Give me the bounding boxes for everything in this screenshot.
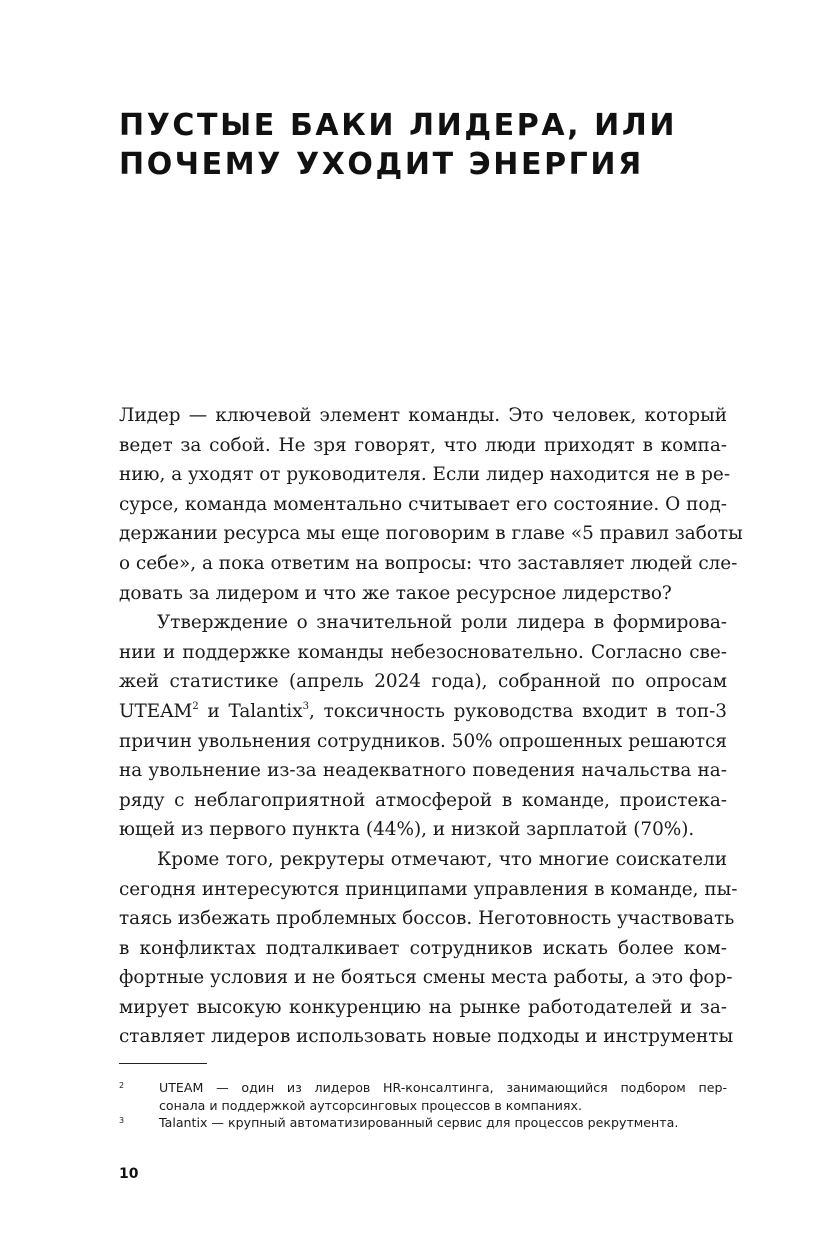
- text-line: таясь избежать проблемных боссов. Неготовность участвовать: [119, 908, 735, 930]
- footnote-ref[interactable]: 2: [192, 700, 199, 712]
- text-line: держании ресурса мы еще поговорим в главе «5 правил заботы: [119, 523, 743, 545]
- footnote-number: 3: [119, 1116, 125, 1125]
- text-fragment: UTEAM: [119, 700, 193, 722]
- chapter-title: [119, 106, 759, 184]
- chapter-title-line: ПОЧЕМУ УХОДИТ ЭНЕРГИЯ: [119, 147, 644, 182]
- footnote-line: UTEAM — один из лидеров HR-консалтинга, занимающийся подбором пер-: [159, 1080, 727, 1095]
- text-line: в конфликтах подталкивает сотрудников искать более ком-: [119, 937, 727, 959]
- body-text: [119, 401, 743, 1052]
- text-line: довать за лидером и что же такое ресурсное лидерство?: [119, 582, 672, 604]
- text-line: нии и поддержке команды небезосновательно. Согласно све-: [119, 641, 727, 663]
- text-line: ющей из первого пункта (44%), и низкой зарплатой (70%).: [119, 819, 695, 841]
- text-line: нию, а уходят от руководителя. Если лидер находится не в ре-: [119, 464, 731, 486]
- text-line: жей статистике (апрель 2024 года), собранной по опросам: [119, 671, 727, 693]
- text-line: фортные условия и не бояться смены места работы, а это фор-: [119, 967, 733, 989]
- text-line: Лидер — ключевой элемент команды. Это человек, который: [119, 405, 727, 426]
- footnote-line: сонала и поддержкой аутсорсинговых процессов в компаниях.: [159, 1097, 582, 1113]
- text-line: ведет за собой. Не зря говорят, что люди приходят в компа-: [119, 434, 727, 456]
- text-line-with-footnote-refs: [119, 697, 727, 727]
- text-line: ставляет лидеров использовать новые подходы и инструменты: [119, 1026, 734, 1048]
- text-line: причин увольнения сотрудников. 50% опрошенных решаются: [119, 730, 727, 752]
- footnote-2: [119, 1079, 727, 1114]
- footnotes: [119, 1079, 727, 1132]
- text-fragment: и Talantix: [198, 700, 303, 722]
- text-line: сурсе, команда моментально считывает его состояние. О под-: [119, 493, 727, 515]
- text-fragment: , токсичность руководства входит в топ-3: [309, 700, 727, 722]
- text-line: Кроме того, рекрутеры отмечают, что многие соискатели: [157, 848, 727, 870]
- footnote-3: [119, 1114, 727, 1132]
- footnote-divider: [119, 1063, 207, 1064]
- text-line: Утверждение о значительной роли лидера в формирова-: [157, 612, 727, 634]
- text-line: на увольнение из-за неадекватного поведения начальства на-: [119, 760, 727, 782]
- footnote-number: 2: [119, 1081, 125, 1090]
- text-line: о себе», а пока ответим на вопросы: что заставляет людей сле-: [119, 552, 738, 574]
- footnote-line: Talantix — крупный автоматизированный сервис для процессов рекрутмента.: [159, 1115, 679, 1130]
- footnote-ref[interactable]: 3: [302, 700, 309, 712]
- text-line: сегодня интересуются принципами управления в команде, пы-: [119, 878, 738, 900]
- chapter-title-line: ПУСТЫЕ БАКИ ЛИДЕРА, ИЛИ: [119, 108, 678, 143]
- page-number: 10: [119, 1166, 139, 1182]
- text-line: мирует высокую конкуренцию на рынке работодателей и за-: [119, 996, 727, 1018]
- text-line: ряду с неблагоприятной атмосферой в команде, проистека-: [119, 789, 727, 811]
